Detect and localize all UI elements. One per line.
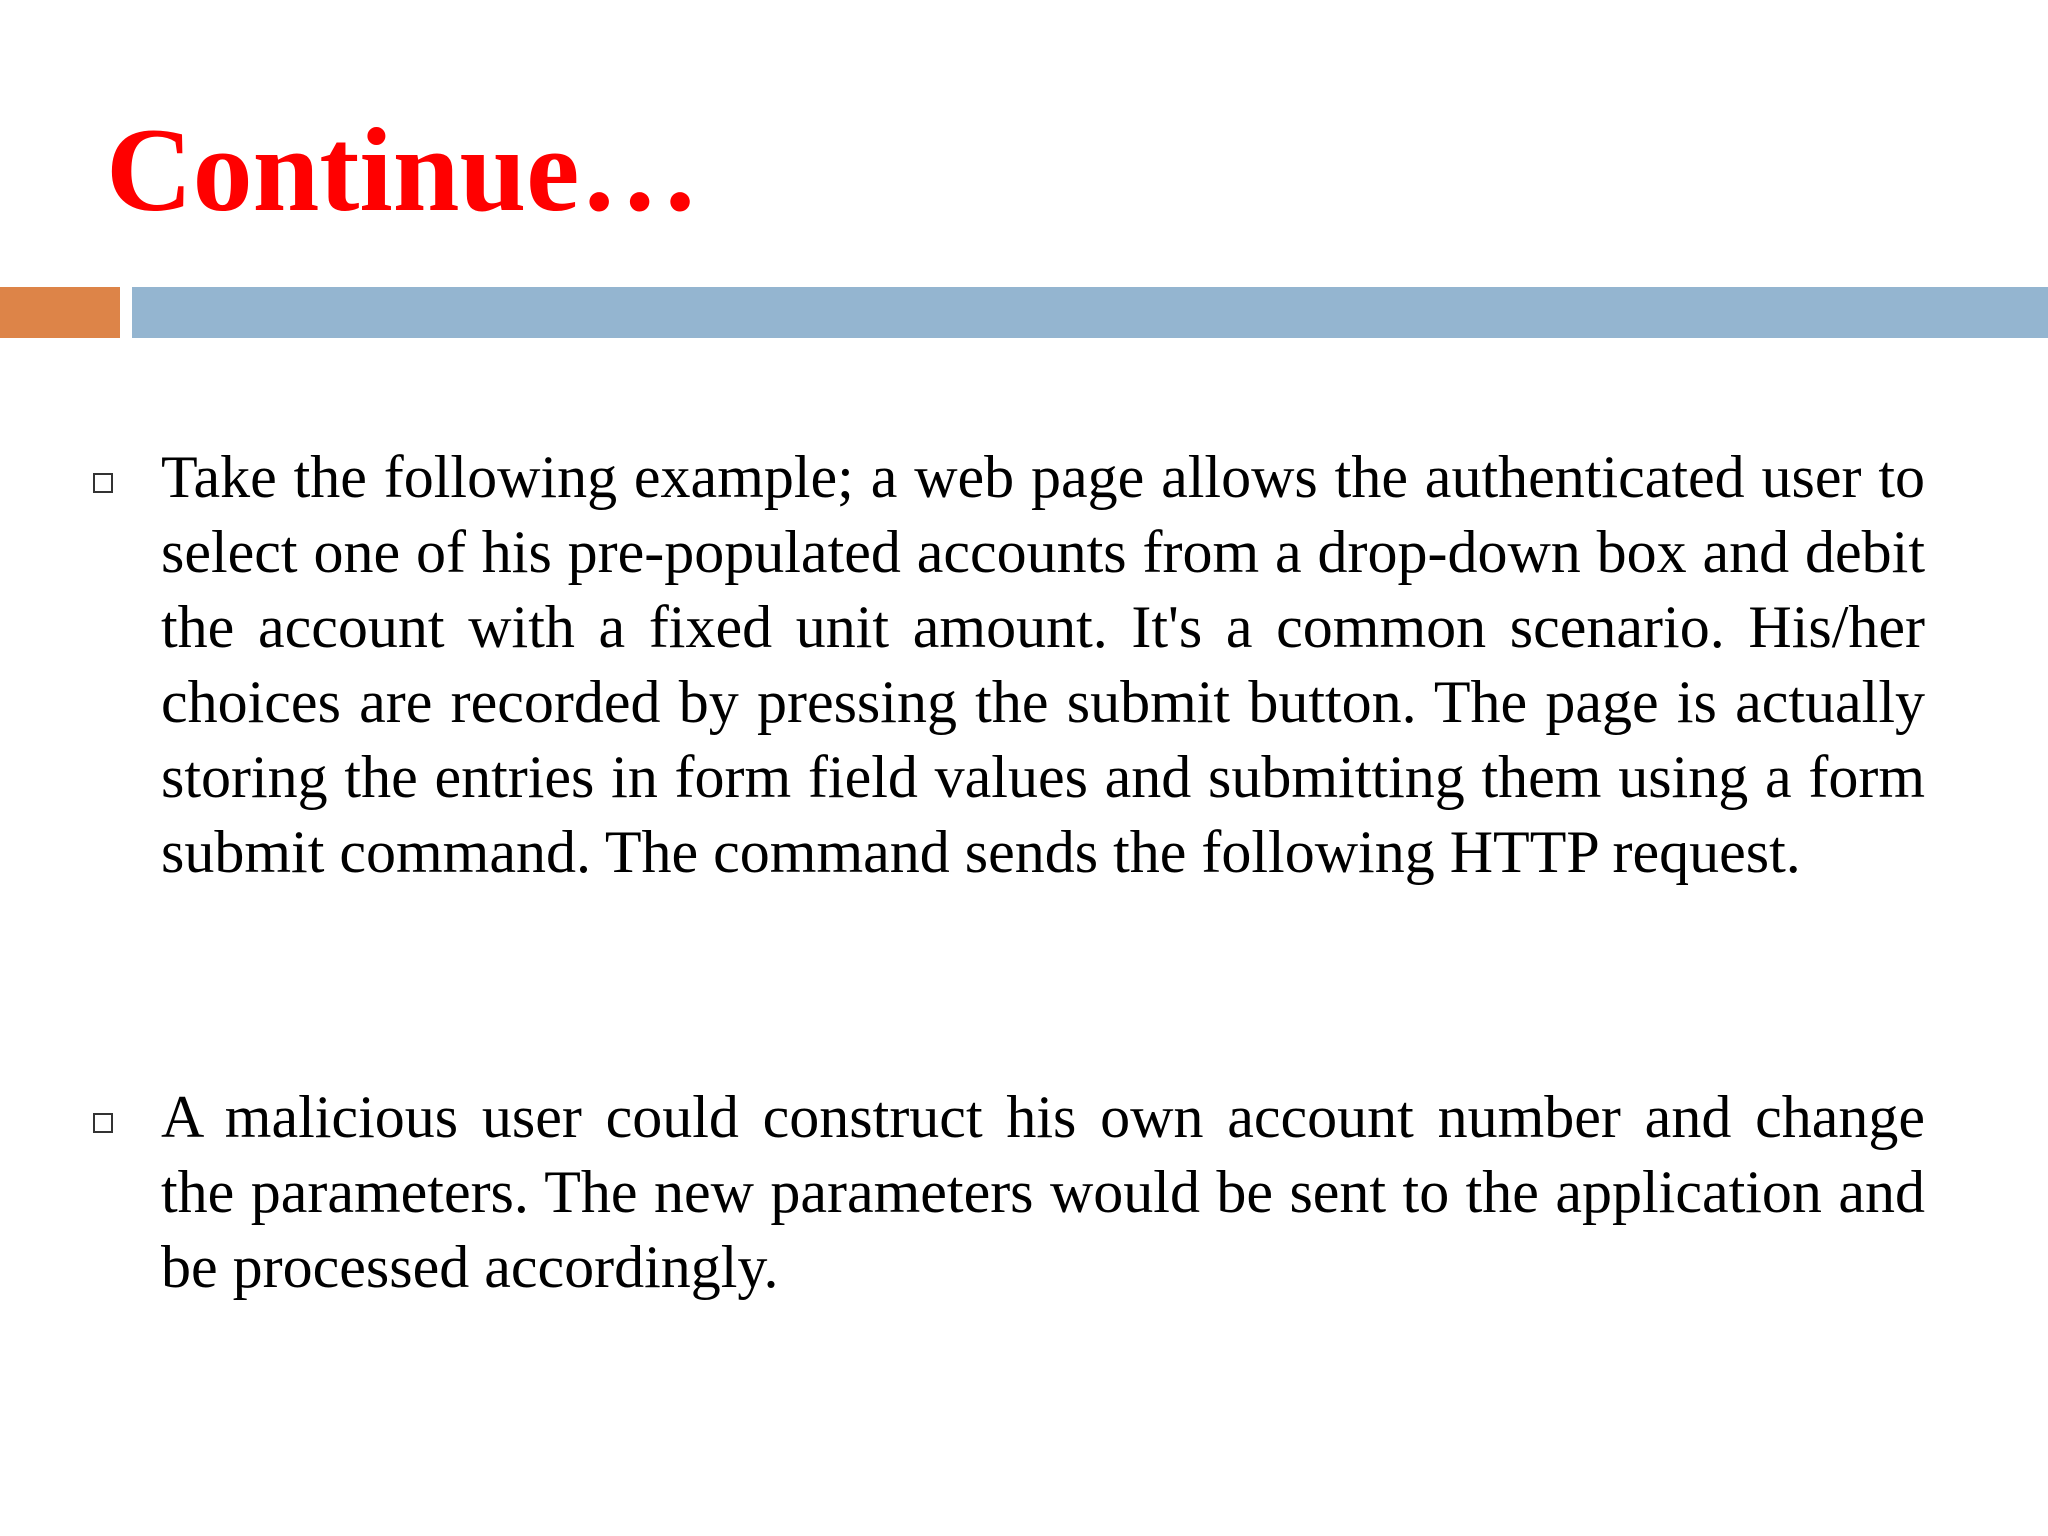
square-bullet-icon bbox=[93, 1113, 113, 1133]
square-bullet-icon bbox=[93, 473, 113, 493]
bullet-text: Take the following example; a web page allows the authenticated user to select one of his pre-populated accounts from a drop-down box and debit the account with a fixed unit amount. It's a common scenario. His/her choices are recorded by pressing the submit button. The page is actually storing the entries in form field values and submitting them using a form submit command. The command sends the following HTTP request. bbox=[161, 444, 1925, 885]
slide-title: Continue… bbox=[106, 103, 700, 236]
bullet-text: A malicious user could construct his own account number and change the parameters. The new parameters would be sent to the application and be processed accordingly. bbox=[161, 1084, 1925, 1300]
accent-bar-orange bbox=[0, 287, 120, 338]
accent-bar-blue bbox=[132, 287, 2048, 338]
